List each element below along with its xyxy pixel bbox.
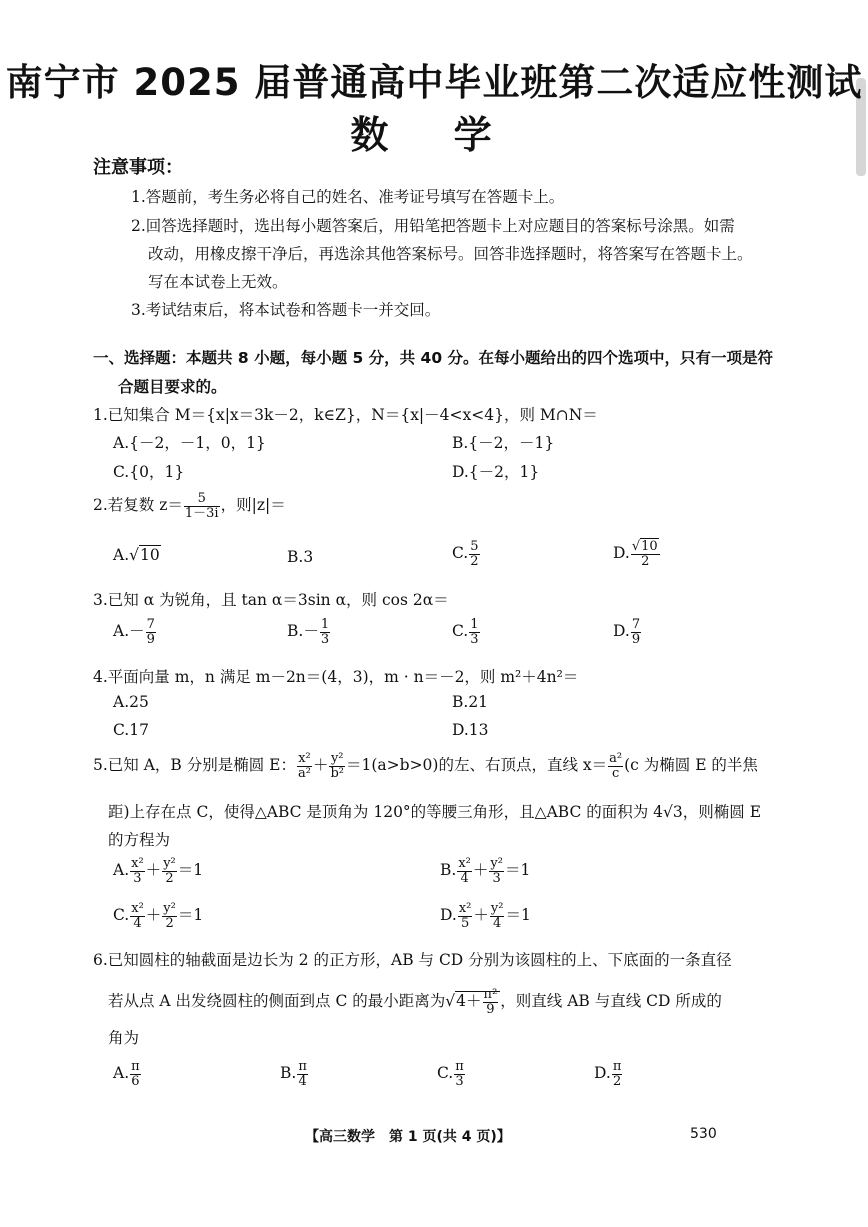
question-5-stem-line2: 距)上存在点 C，使得△ABC 是顶角为 120°的等腰三角形，且△ABC 的面积为 4√3，则椭圆 E bbox=[108, 803, 762, 821]
question-4-option-a: A.25 bbox=[113, 693, 149, 711]
question-6-stem-line3: 角为 bbox=[108, 1029, 140, 1047]
question-5-stem-line3: 的方程为 bbox=[108, 831, 171, 849]
notice-item-2-cont2: 写在本试卷上无效。 bbox=[148, 273, 288, 291]
question-2-option-a: A.√10 bbox=[113, 546, 160, 564]
question-5-option-b: B. $\frac{\text{x²}}{4}$ ＋ $\frac{\text{y²}}{3}$ ＝1 bbox=[440, 856, 531, 886]
section-heading-cont: 合题目要求的。 bbox=[118, 378, 227, 396]
notice-item-2-cont: 改动，用橡皮擦干净后，再选涂其他答案标号。回答非选择题时，将答案写在答题卡上。 bbox=[148, 245, 753, 263]
question-1-option-b: B.{－2，－1} bbox=[452, 434, 555, 452]
paper-code: 530 bbox=[690, 1126, 717, 1142]
section-heading: 一、选择题：本题共 8 小题，每小题 5 分，共 40 分。在每小题给出的四个选项中，只有一项是符 bbox=[93, 349, 774, 367]
question-2-option-d: D. $\frac{√10}{2}$ bbox=[613, 539, 658, 569]
notice-item-1: 1.答题前，考生务必将自己的姓名、准考证号填写在答题卡上。 bbox=[131, 188, 565, 206]
question-4-option-d: D.13 bbox=[452, 721, 489, 739]
subject-title: 数 学 bbox=[350, 113, 518, 157]
notice-heading: 注意事项： bbox=[93, 157, 183, 178]
page-footer: 【高三数学 第 1 页(共 4 页)】 bbox=[305, 1129, 511, 1145]
notice-item-2: 2.回答选择题时，选出每小题答案后，用铅笔把答题卡上对应题目的答案标号涂黑。如需 bbox=[131, 217, 735, 235]
question-3-option-b: B.－ $\frac{1}{3}$ bbox=[287, 617, 330, 647]
question-4-option-b: B.21 bbox=[452, 693, 489, 711]
question-5-option-d: D. $\frac{\text{x²}}{5}$ ＋ $\frac{\text{y²}}{4}$ ＝1 bbox=[440, 901, 531, 931]
question-2-option-b: B.3 bbox=[287, 548, 314, 566]
question-5-option-c: C. $\frac{\text{x²}}{4}$ ＋ $\frac{\text{y²}}{2}$ ＝1 bbox=[113, 901, 204, 931]
question-3-option-c: C. $\frac{1}{3}$ bbox=[452, 617, 479, 647]
question-6-option-b: B. $\frac{\pi}{4}$ bbox=[280, 1059, 307, 1089]
exam-title: 南宁市 2025 届普通高中毕业班第二次适应性测试 bbox=[5, 61, 863, 104]
question-1-option-d: D.{－2，1} bbox=[452, 463, 540, 481]
question-4-option-c: C.17 bbox=[113, 721, 149, 739]
question-5-option-a: A. $\frac{\text{x²}}{3}$ ＋ $\frac{\text{y²}}{2}$ ＝1 bbox=[113, 856, 204, 886]
question-3-stem: 3.已知 α 为锐角，且 tan α＝3sin α，则 cos 2α＝ bbox=[93, 591, 449, 609]
question-6-stem-line2: 若从点 A 出发绕圆柱的侧面到点 C 的最小距离为√4＋ $\frac{\text{π²}}{9}$ ，则直线 AB 与直线 CD 所成的 bbox=[108, 987, 722, 1017]
question-6-stem: 6.已知圆柱的轴截面是边长为 2 的正方形，AB 与 CD 分别为该圆柱的上、下底面的一条直径 bbox=[93, 951, 732, 969]
question-6-option-d: D. $\frac{\pi}{2}$ bbox=[594, 1059, 622, 1089]
question-1-option-a: A.{－2，－1，0，1} bbox=[113, 434, 266, 452]
question-6-option-a: A. $\frac{\pi}{6}$ bbox=[113, 1059, 140, 1089]
question-2-option-c: C. $\frac{5}{2}$ bbox=[452, 539, 479, 569]
notice-item-3: 3.考试结束后，将本试卷和答题卡一并交回。 bbox=[131, 301, 441, 319]
question-5-stem: 5.已知 A，B 分别是椭圆 E： $\frac{\text{x²}}{\text{a²}}$ ＋ $\frac{\text{y²}}{\text{b²}}$ ＝1(a>b>0)的左、右顶点，直线 x＝ $\frac{\text{a²}}{c}$ (c 为椭圆 E 的半焦 bbox=[93, 751, 758, 781]
question-3-option-d: D. $\frac{7}{9}$ bbox=[613, 617, 641, 647]
question-3-option-a: A.－ $\frac{7}{9}$ bbox=[113, 617, 155, 647]
question-1-stem: 1.已知集合 M＝{x|x＝3k－2，k∈Z}，N＝{x|－4<x<4}，则 M∩N＝ bbox=[93, 406, 598, 424]
question-1-option-c: C.{0，1} bbox=[113, 463, 185, 481]
question-2-stem: 2.若复数 z＝ $\frac{5}{1-3i}$ ，则|z|＝ bbox=[93, 491, 286, 521]
question-6-option-c: C. $\frac{\pi}{3}$ bbox=[437, 1059, 464, 1089]
question-4-stem: 4.平面向量 m，n 满足 m－2n＝(4，3)，m · n＝－2，则 m²＋4n²＝ bbox=[93, 668, 579, 686]
